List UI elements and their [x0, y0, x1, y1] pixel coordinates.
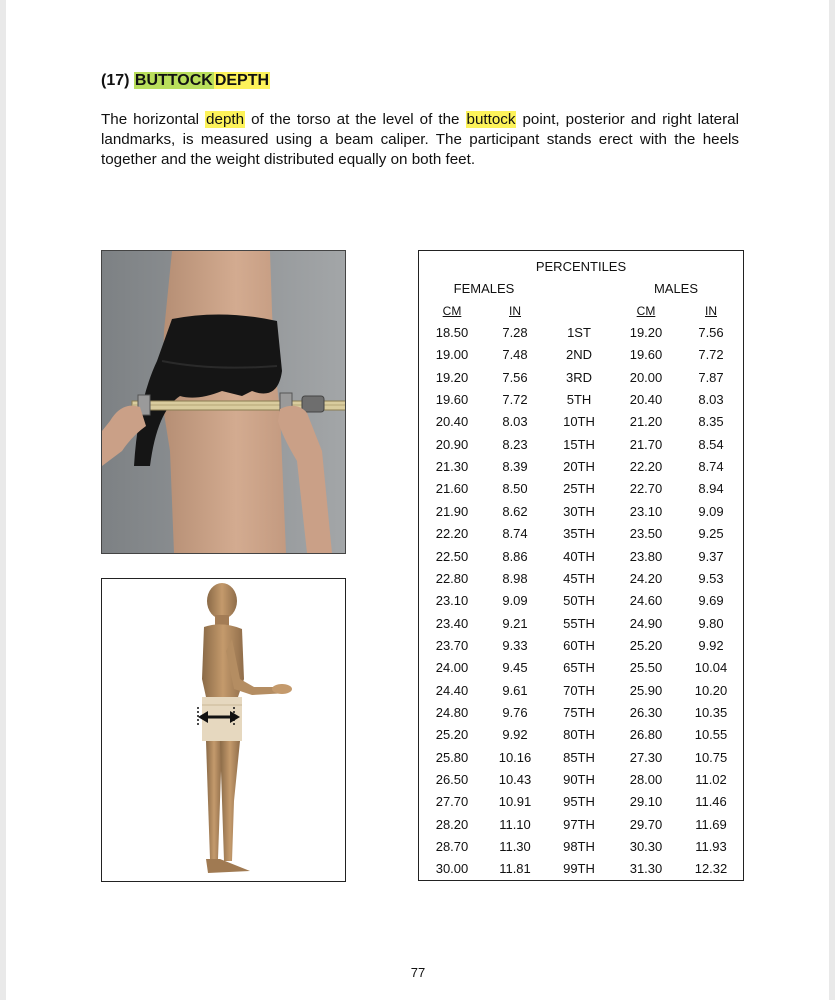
cell-male-cm: 21.70 — [629, 436, 663, 452]
cell-male-cm: 20.40 — [629, 392, 663, 408]
cell-female-cm: 19.60 — [435, 392, 469, 408]
cell-male-in: 9.80 — [698, 615, 724, 631]
cell-percentile: 50TH — [563, 593, 595, 609]
cell-male-in: 10.35 — [694, 704, 728, 720]
highlight-depth: depth — [206, 111, 245, 128]
cell-female-cm: 25.20 — [435, 727, 469, 743]
cell-male-in: 7.87 — [698, 369, 724, 385]
cell-percentile: 2ND — [565, 347, 592, 363]
cell-female-in: 10.43 — [498, 772, 532, 787]
cell-percentile: 15TH — [563, 436, 595, 452]
cell-percentile: 1ST — [567, 325, 591, 340]
cell-male-cm: 22.70 — [629, 481, 663, 497]
males-header: MALES — [653, 281, 699, 296]
cell-female-in: 11.10 — [499, 816, 531, 832]
unit-header-male-in: IN — [705, 304, 717, 318]
cell-female-cm: 22.80 — [435, 570, 469, 586]
heading-word-buttock: BUTTOCK — [134, 72, 213, 89]
cell-female-cm: 21.90 — [435, 503, 469, 519]
cell-male-in: 9.53 — [698, 570, 724, 586]
cell-female-cm: 28.70 — [435, 839, 469, 855]
cell-female-cm: 20.40 — [435, 414, 469, 430]
cell-male-cm: 22.20 — [629, 459, 663, 475]
cell-male-in: 9.92 — [698, 637, 724, 653]
cell-male-cm: 28.00 — [629, 772, 663, 787]
table-row — [419, 367, 743, 389]
cell-percentile: 99TH — [563, 861, 595, 877]
table-row — [419, 546, 743, 568]
cell-percentile: 90TH — [563, 772, 595, 787]
cell-male-cm: 26.30 — [629, 704, 663, 720]
cell-female-in: 11.30 — [499, 839, 531, 855]
cell-female-cm: 28.20 — [435, 816, 469, 832]
cell-male-cm: 26.80 — [629, 727, 663, 743]
cell-male-cm: 23.80 — [629, 548, 663, 564]
cell-percentile: 45TH — [563, 570, 595, 586]
cell-percentile: 35TH — [563, 526, 595, 542]
table-row — [419, 568, 743, 590]
cell-percentile: 75TH — [563, 704, 595, 720]
cell-male-cm: 31.30 — [629, 861, 663, 877]
cell-percentile: 20TH — [563, 459, 595, 475]
cell-female-in: 9.92 — [502, 727, 528, 743]
table-title: PERCENTILES — [535, 259, 627, 274]
page-number: 77 — [410, 965, 426, 980]
cell-female-in: 8.23 — [502, 436, 528, 452]
cell-male-in: 10.75 — [694, 749, 728, 765]
table-row — [419, 657, 743, 679]
description-paragraph — [101, 110, 739, 170]
cell-male-in: 7.56 — [698, 325, 724, 340]
cell-male-cm: 30.30 — [629, 839, 663, 855]
cell-male-in: 10.55 — [694, 727, 728, 743]
unit-header-female-in: IN — [509, 304, 521, 318]
cell-female-cm: 19.00 — [435, 347, 469, 363]
cell-male-cm: 20.00 — [629, 369, 663, 385]
table-row — [419, 590, 743, 612]
cell-percentile: 95TH — [563, 794, 595, 810]
table-row — [419, 456, 743, 478]
cell-male-in: 8.54 — [698, 436, 724, 452]
cell-female-in: 9.09 — [502, 593, 528, 609]
cell-male-cm: 29.70 — [629, 816, 663, 832]
cell-male-in: 8.94 — [698, 481, 724, 497]
description-text-3: point, posterior and right lateral landmarks, is measured using a beam caliper. The participant stands erect with the heels together and the weight distributed equally on both feet. — [101, 111, 740, 168]
cell-male-cm: 23.10 — [629, 503, 663, 519]
standing-figure — [102, 579, 345, 881]
cell-male-cm: 24.90 — [629, 615, 663, 631]
table-row — [419, 322, 743, 344]
cell-female-cm: 21.60 — [435, 481, 469, 497]
table-row — [419, 680, 743, 702]
cell-male-cm: 25.50 — [629, 660, 663, 676]
cell-female-in: 7.28 — [502, 325, 528, 340]
cell-female-in: 8.86 — [502, 548, 528, 564]
cell-male-in: 8.35 — [698, 414, 724, 430]
cell-female-cm: 23.40 — [435, 615, 469, 631]
section-heading — [101, 72, 270, 90]
cell-male-cm: 19.20 — [629, 325, 663, 340]
cell-percentile: 3RD — [565, 369, 592, 385]
cell-female-in: 8.98 — [502, 570, 528, 586]
table-row — [419, 344, 743, 366]
table-row — [419, 814, 743, 836]
cell-percentile: 40TH — [563, 548, 595, 564]
heading-word-depth: DEPTH — [214, 72, 270, 89]
highlight-buttock: buttock — [466, 111, 516, 128]
cell-female-in: 9.33 — [502, 637, 528, 653]
cell-female-cm: 24.80 — [435, 704, 469, 720]
cell-male-in: 11.02 — [695, 772, 727, 787]
cell-percentile: 10TH — [563, 414, 595, 430]
cell-male-cm: 29.10 — [629, 794, 663, 810]
cell-female-in: 8.03 — [502, 414, 528, 430]
cell-female-in: 7.72 — [502, 392, 528, 408]
table-row — [419, 501, 743, 523]
cell-female-in: 10.91 — [498, 794, 532, 810]
cell-female-in: 11.81 — [499, 861, 531, 877]
cell-male-in: 9.37 — [698, 548, 724, 564]
cell-male-cm: 25.90 — [629, 682, 663, 698]
cell-male-cm: 23.50 — [629, 526, 663, 542]
caliper-photo-illustration — [102, 251, 345, 553]
table-row — [419, 635, 743, 657]
cell-female-cm: 27.70 — [435, 794, 469, 810]
cell-female-in: 8.74 — [502, 526, 528, 542]
cell-female-in: 10.16 — [498, 749, 532, 765]
cell-female-in: 9.45 — [502, 660, 528, 676]
cell-female-in: 9.76 — [502, 704, 528, 720]
cell-percentile: 98TH — [563, 839, 595, 855]
cell-percentile: 85TH — [563, 749, 595, 765]
cell-female-in: 7.56 — [502, 369, 528, 385]
document-page — [6, 0, 829, 1000]
cell-male-cm: 24.60 — [629, 593, 663, 609]
table-row — [419, 836, 743, 858]
cell-percentile: 80TH — [563, 727, 595, 743]
table-row — [419, 747, 743, 769]
cell-percentile: 70TH — [563, 682, 595, 698]
cell-female-cm: 25.80 — [435, 749, 469, 765]
cell-female-cm: 30.00 — [435, 861, 469, 877]
cell-male-in: 10.20 — [694, 682, 728, 698]
cell-female-in: 7.48 — [502, 347, 528, 363]
table-row — [419, 702, 743, 724]
cell-male-in: 9.25 — [698, 526, 724, 542]
unit-header-female-cm: CM — [442, 304, 462, 318]
cell-female-cm: 24.00 — [435, 660, 469, 676]
cell-male-in: 9.09 — [698, 503, 724, 519]
cell-female-cm: 24.40 — [435, 682, 469, 698]
cell-percentile: 30TH — [563, 503, 595, 519]
cell-female-cm: 23.10 — [435, 593, 469, 609]
table-row — [419, 434, 743, 456]
description-text-2: of the torso at the level of the — [245, 111, 466, 128]
unit-header-male-cm: CM — [636, 304, 656, 318]
cell-percentile: 55TH — [563, 615, 595, 631]
cell-female-in: 8.39 — [502, 459, 528, 475]
table-row — [419, 791, 743, 813]
cell-percentile: 5TH — [566, 392, 592, 408]
table-row — [419, 858, 743, 880]
description-text-1: The horizontal — [101, 111, 206, 128]
cell-female-cm: 22.50 — [435, 548, 469, 564]
cell-male-in: 10.04 — [694, 660, 728, 676]
table-row — [419, 523, 743, 545]
cell-male-in: 8.74 — [698, 459, 724, 475]
cell-female-in: 8.62 — [502, 503, 528, 519]
cell-male-cm: 24.20 — [629, 570, 663, 586]
cell-percentile: 25TH — [563, 481, 595, 497]
cell-female-cm: 22.20 — [435, 526, 469, 542]
table-row — [419, 769, 743, 791]
cell-male-cm: 19.60 — [629, 347, 663, 363]
females-header: FEMALES — [453, 281, 515, 296]
cell-percentile: 65TH — [563, 660, 595, 676]
cell-male-in: 7.72 — [698, 347, 724, 363]
cell-female-in: 9.61 — [502, 682, 528, 698]
table-row — [419, 389, 743, 411]
body-figure-illustration — [101, 578, 346, 882]
percentile-table — [418, 250, 744, 881]
cell-male-cm: 27.30 — [629, 749, 663, 765]
cell-female-cm: 18.50 — [435, 325, 469, 340]
cell-male-in: 11.46 — [695, 794, 727, 810]
heading-number: (17) — [101, 72, 130, 89]
cell-male-cm: 25.20 — [629, 637, 663, 653]
cell-female-in: 8.50 — [502, 481, 528, 497]
cell-male-in: 11.93 — [695, 839, 727, 855]
table-row — [419, 478, 743, 500]
cell-female-in: 9.21 — [502, 615, 528, 631]
cell-female-cm: 20.90 — [435, 436, 469, 452]
table-row — [419, 613, 743, 635]
cell-male-in: 9.69 — [698, 593, 724, 609]
measurement-photo — [101, 250, 346, 554]
cell-male-in: 11.69 — [695, 816, 727, 832]
cell-percentile: 97TH — [563, 816, 595, 832]
cell-female-cm: 23.70 — [435, 637, 469, 653]
cell-male-in: 12.32 — [694, 861, 728, 877]
cell-male-in: 8.03 — [698, 392, 724, 408]
cell-male-cm: 21.20 — [629, 414, 663, 430]
cell-percentile: 60TH — [563, 637, 595, 653]
table-row — [419, 724, 743, 746]
table-row — [419, 411, 743, 433]
cell-female-cm: 26.50 — [435, 772, 469, 787]
cell-female-cm: 19.20 — [435, 369, 469, 385]
cell-female-cm: 21.30 — [435, 459, 469, 475]
